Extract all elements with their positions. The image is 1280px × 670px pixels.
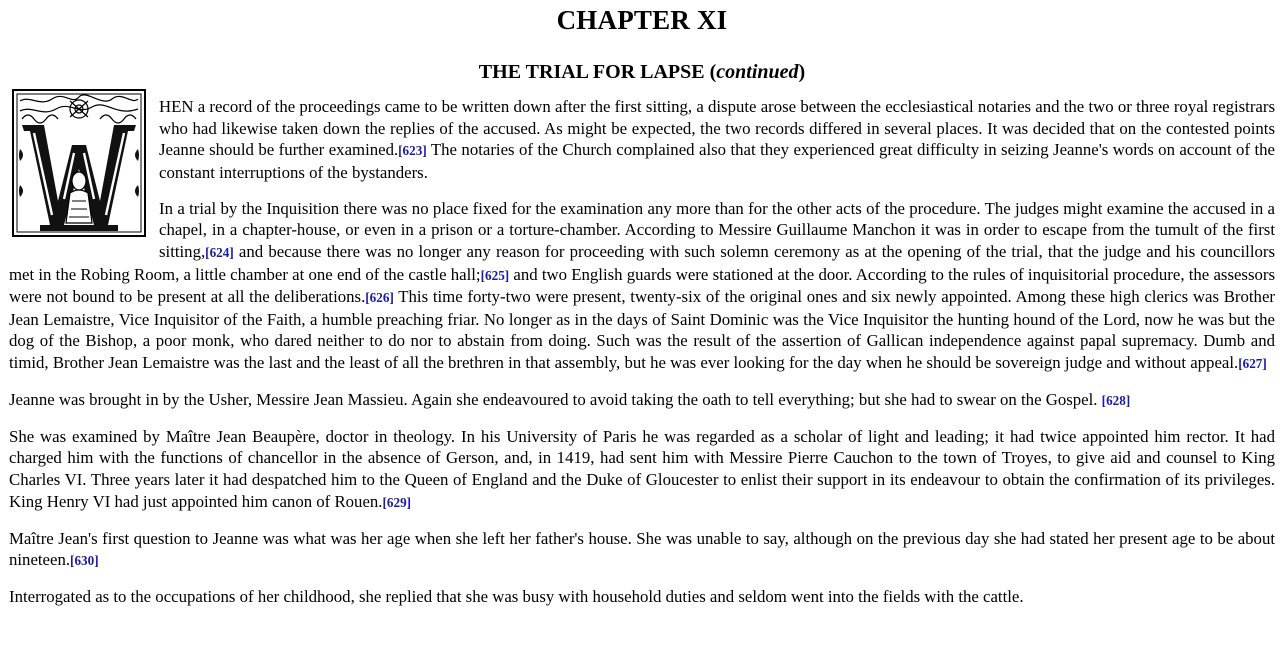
paragraph-text: Maître Jean's first question to Jeanne was what was her age when she left her father's house. She was unable to say, although on the previous day she had stated her present age to be about nineteen. xyxy=(9,528,1275,570)
section-title xyxy=(9,58,1275,86)
paragraph-text: The notaries of the Church complained also that they experienced great difficulty in seizing Jeanne's words on account of the constant interruptions of the bystanders. xyxy=(159,140,1275,182)
paragraph-text: She was examined by Maître Jean Beaupère, doctor in theology. In his University of Paris he was regarded as a scholar of light and leading; it had twice appointed him rector. It had charged him with the functions of chancellor in the absence of Gerson, and, in 1419, had sent him with Messire Pierre Cauchon to the town of Troyes, to give aid and counsel to King Charles VI. Three years later it had despatched him to the Queen of England and the Duke of Gloucester to enlist their support in its endeavour to obtain the confirmation of its privileges. King Henry VI had just appointed him canon of Rouen. xyxy=(9,426,1275,511)
section-title-close: ) xyxy=(798,61,806,83)
paragraph-text: In a trial by the Inquisition there was no place fixed for the examination any more than for the other acts of the procedure. The judges might examine the accused in a chapel, in a chapter-house, or even in a prison or a torture-chamber. According to Messire Guillaume Manchon it was in order to escape from the tumult of the first sitting, xyxy=(159,198,1275,261)
footnote-link-628[interactable]: [628] xyxy=(1101,392,1131,408)
section-title-italic: continued xyxy=(716,61,799,83)
footnote-link-625[interactable]: [625] xyxy=(480,267,510,283)
paragraph-2 xyxy=(9,198,1275,375)
paragraph-text: Interrogated as to the occupations of her childhood, she replied that she was busy with household duties and seldom went into the fields with the cattle. xyxy=(9,587,1024,607)
paragraph-1 xyxy=(9,96,1275,183)
paragraph-text: Jeanne was brought in by the Usher, Messire Jean Massieu. Again she endeavoured to avoid taking the oath to tell everything; but she had to swear on the Gospel. xyxy=(9,389,1098,409)
paragraph-4 xyxy=(9,426,1275,513)
footnote-link-624[interactable]: [624] xyxy=(205,244,234,260)
section-title-main: THE TRIAL FOR LAPSE ( xyxy=(478,61,717,83)
chapter-title: CHAPTER XI xyxy=(556,5,728,35)
drop-cap-w-illustration xyxy=(12,89,146,237)
paragraph-6 xyxy=(9,586,1275,608)
paragraph-text: HEN a record of the proceedings came to be written down after the first sitting, a dispute arose between the ecclesiastical notaries and the two or three royal registrars who had likewise taken down the replies of the accused. As might be expected, the two records differed in several places. It was decided that on the contested points Jeanne should be further examined. xyxy=(159,97,1275,160)
footnote-link-626[interactable]: [626] xyxy=(365,290,394,306)
paragraph-text: and two English guards were stationed at the door. According to the rules of inquisitorial procedure, the assessors were not bound to be present at all the deliberations. xyxy=(9,264,1276,307)
footnote-link-629[interactable]: [629] xyxy=(382,494,412,510)
paragraph-5 xyxy=(9,528,1275,572)
paragraph-3 xyxy=(9,389,1275,412)
page-content xyxy=(9,0,1275,622)
footnote-link-630[interactable]: [630] xyxy=(70,553,99,569)
footnote-link-627[interactable]: [627] xyxy=(1238,355,1267,371)
paragraph-text: and because there was no longer any reason for proceeding with such solemn ceremony as at the opening of the trial, that the judge and his councillors met in the Robing Room, a little chamber at one end of the castle hall; xyxy=(9,241,1275,284)
footnote-link-623[interactable]: [623] xyxy=(398,143,427,159)
paragraph-text: This time forty-two were present, twenty-six of the original ones and six newly appointed. Among these high clerics was Brother Jean Lemaistre, Vice Inquisitor of the Faith, a humble preaching friar. No longer as in the days of Saint Dominic was the Vice Inquisitor the hunting hound of the Lord, now he was but the dog of the Bishop, a poor monk, who dared neither to do nor to abstain from doing. Such was the result of the assertion of Gallican independence against papal supremacy. Dumb and timid, Brother Jean Lemaistre was the last and the least of all the brethren in that assembly, but he was ever looking for the day when he should be sovereign judge and without appeal. xyxy=(9,287,1275,372)
